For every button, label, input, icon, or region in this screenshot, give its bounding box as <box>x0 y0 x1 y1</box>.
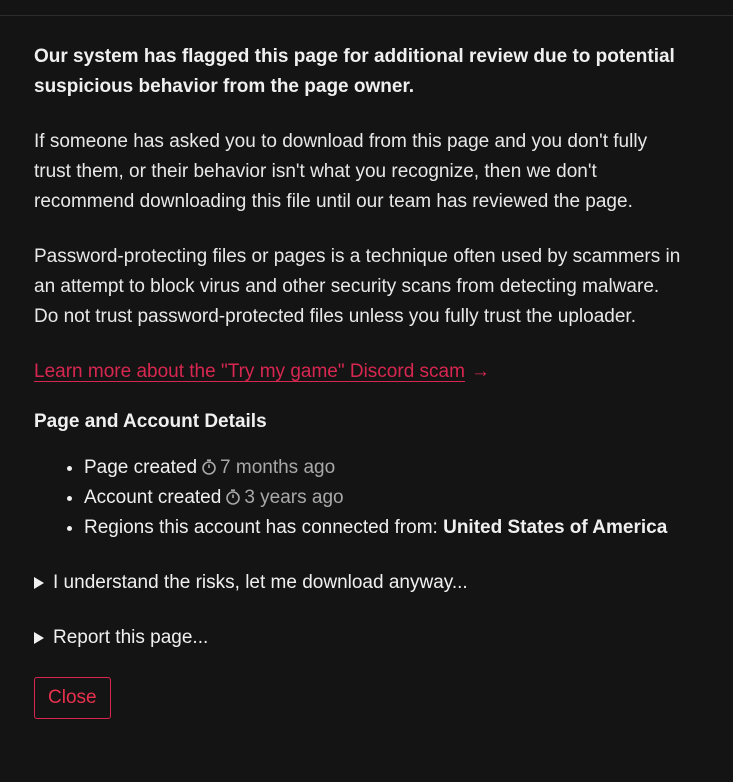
warning-paragraph-password: Password-protecting files or pages is a technique often used by scammers in an attempt to block virus and other security scans from detecting malware. Do not trust password-protected files unless you fully trust the uploader. <box>34 246 681 327</box>
list-item-regions <box>84 513 684 543</box>
regions-label: Regions this account has connected from: <box>84 517 438 538</box>
stopwatch-icon <box>201 459 217 475</box>
page-created-value: 7 months ago <box>220 457 336 478</box>
regions-value: United States of America <box>443 517 668 538</box>
report-page-disclosure[interactable] <box>34 623 684 653</box>
account-created-label: Account created <box>84 487 222 508</box>
triangle-right-icon <box>34 577 44 589</box>
warning-paragraph-trust: If someone has asked you to download from this page and you don't fully trust them, or their behavior isn't what you recognize, then we don't recommend downloading this file until our team has reviewed the page. <box>34 131 648 212</box>
close-button[interactable]: Close <box>34 677 111 719</box>
warning-content <box>34 42 684 719</box>
learn-more-scam-link[interactable] <box>34 357 684 387</box>
report-page-label: Report this page... <box>53 627 209 648</box>
download-anyway-disclosure[interactable] <box>34 568 684 598</box>
learn-more-link-label: Learn more about the "Try my game" Discord scam <box>34 361 465 382</box>
warning-lead-text: Our system has flagged this page for additional review due to potential suspicious behavior from the page owner. <box>34 46 675 97</box>
triangle-right-icon <box>34 632 44 644</box>
stopwatch-icon <box>225 489 241 505</box>
header-divider <box>0 15 733 16</box>
download-anyway-label: I understand the risks, let me download anyway... <box>53 572 468 593</box>
arrow-right-icon: → <box>470 361 490 382</box>
account-created-value: 3 years ago <box>244 487 344 508</box>
page-created-label: Page created <box>84 457 198 478</box>
details-list <box>34 453 684 543</box>
list-item-page-created <box>84 453 684 483</box>
list-item-account-created <box>84 483 684 513</box>
details-heading: Page and Account Details <box>34 411 267 432</box>
